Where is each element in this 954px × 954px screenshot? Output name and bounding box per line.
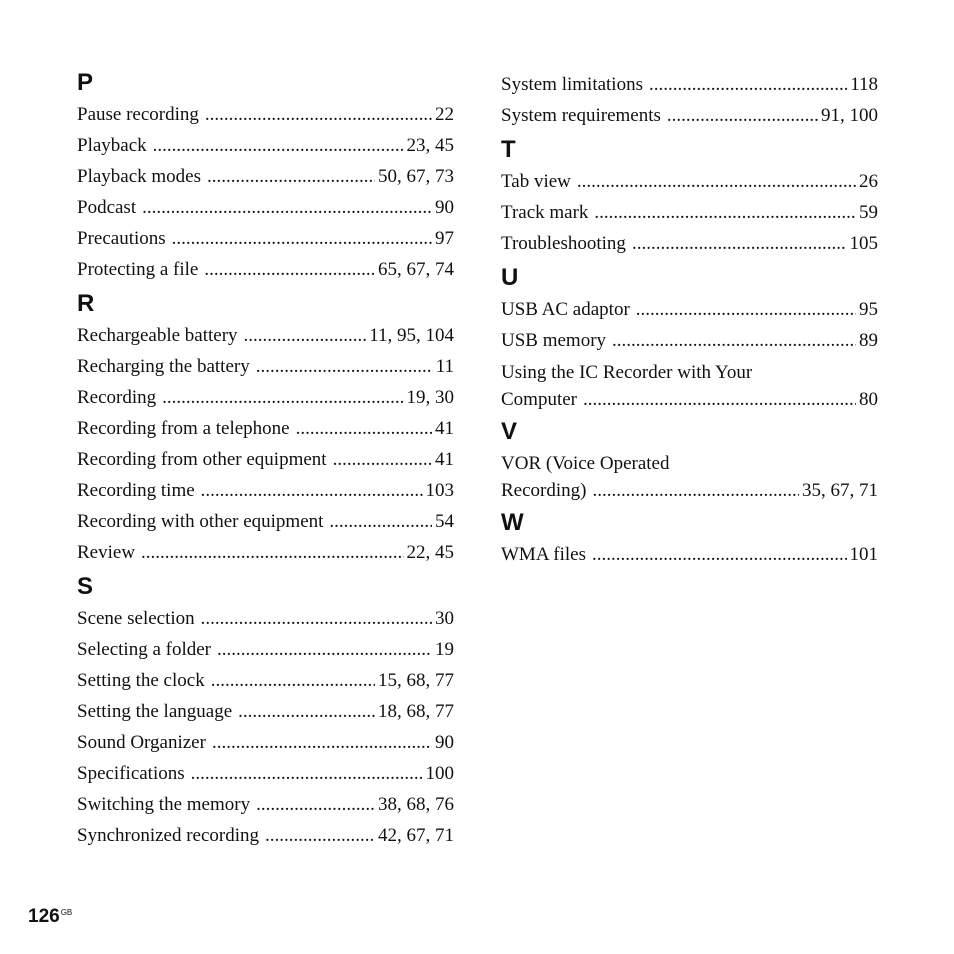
entry-pages: 100 — [425, 763, 454, 784]
entry-pages: 105 — [849, 233, 878, 254]
section-letter: P — [77, 69, 94, 96]
entry-pages: 18, 68, 77 — [378, 701, 454, 722]
dot-leader — [256, 351, 433, 382]
dot-leader — [142, 192, 432, 223]
entry-pages: 30 — [435, 608, 454, 629]
dot-leader — [256, 789, 375, 820]
index-entry — [77, 820, 454, 851]
dot-leader — [162, 382, 403, 413]
index-section-v — [501, 417, 878, 504]
index-entry — [77, 696, 454, 727]
entry-term: Pause recording — [77, 104, 199, 125]
dot-leader — [238, 696, 375, 727]
entry-pages: 42, 67, 71 — [378, 825, 454, 846]
entry-term-line1: VOR (Voice Operated — [501, 453, 670, 474]
index-entry — [501, 325, 878, 356]
entry-pages: 54 — [435, 511, 454, 532]
entry-pages: 90 — [435, 732, 454, 753]
index-entry — [77, 758, 454, 789]
entry-term: Synchronized recording — [77, 825, 260, 846]
index-entry — [77, 603, 454, 634]
dot-leader — [211, 665, 375, 696]
index-entry — [77, 727, 454, 758]
index-entry-multiline — [501, 450, 878, 504]
index-section-s-continued — [501, 69, 878, 131]
dot-leader — [636, 294, 856, 325]
entry-term: Podcast — [77, 197, 137, 218]
entry-term: Recharging the battery — [77, 356, 250, 377]
index-entry — [77, 413, 454, 444]
dot-leader — [583, 386, 856, 413]
region-code: GB — [60, 908, 73, 917]
dot-leader — [592, 477, 799, 504]
entry-term: USB memory — [501, 330, 607, 351]
entry-term: WMA files — [501, 544, 586, 565]
entry-pages: 118 — [850, 74, 878, 95]
entry-pages: 101 — [849, 544, 878, 565]
page-number — [28, 906, 72, 928]
entry-pages: 19 — [435, 639, 454, 660]
dot-leader — [329, 506, 432, 537]
section-letter: U — [501, 264, 519, 291]
index-entry — [501, 69, 878, 100]
entry-pages: 41 — [435, 418, 454, 439]
section-letter: R — [77, 290, 95, 317]
dot-leader — [217, 634, 432, 665]
index-entry — [501, 539, 878, 570]
dot-leader — [592, 539, 847, 570]
section-letter: S — [77, 573, 94, 600]
section-letter: T — [501, 136, 516, 163]
entry-term: System requirements — [501, 105, 661, 126]
entry-pages: 95 — [859, 299, 878, 320]
dot-leader — [201, 603, 432, 634]
entry-term: Precautions — [77, 228, 166, 249]
index-entry — [501, 294, 878, 325]
dot-leader — [201, 475, 423, 506]
dot-leader — [204, 254, 375, 285]
entry-pages: 65, 67, 74 — [378, 259, 454, 280]
index-section-w — [501, 508, 878, 570]
index-entry — [77, 161, 454, 192]
dot-leader — [212, 727, 432, 758]
dot-leader — [594, 197, 856, 228]
index-entry — [77, 537, 454, 568]
dot-leader — [207, 161, 375, 192]
index-section-p — [77, 68, 454, 285]
entry-term: Recording — [77, 387, 157, 408]
entry-pages: 89 — [859, 330, 878, 351]
dot-leader — [649, 69, 847, 100]
index-section-t — [501, 135, 878, 259]
dot-leader — [296, 413, 432, 444]
entry-pages: 11, 95, 104 — [369, 325, 454, 346]
entry-term: Recording from other equipment — [77, 449, 327, 470]
entry-term: Setting the language — [77, 701, 233, 722]
dot-leader — [244, 320, 367, 351]
index-section-s — [77, 572, 454, 851]
entry-term: Playback — [77, 135, 147, 156]
entry-term-line2: Computer — [501, 389, 577, 410]
entry-term: Specifications — [77, 763, 185, 784]
entry-pages: 38, 68, 76 — [378, 794, 454, 815]
entry-term: Selecting a folder — [77, 639, 212, 660]
dot-leader — [172, 223, 432, 254]
index-entry-multiline — [501, 359, 878, 413]
entry-pages: 22 — [435, 104, 454, 125]
entry-term: Scene selection — [77, 608, 195, 629]
entry-pages: 11 — [435, 356, 454, 377]
index-entry — [77, 506, 454, 537]
entry-term: Recording time — [77, 480, 195, 501]
entry-term: Recording with other equipment — [77, 511, 324, 532]
entry-pages: 103 — [425, 480, 454, 501]
dot-leader — [205, 99, 432, 130]
index-entry — [77, 320, 454, 351]
index-entry — [77, 192, 454, 223]
entry-pages: 41 — [435, 449, 454, 470]
entry-pages: 19, 30 — [406, 387, 454, 408]
index-entry — [77, 382, 454, 413]
entry-pages: 91, 100 — [821, 105, 878, 126]
entry-pages: 26 — [859, 171, 878, 192]
entry-term: USB AC adaptor — [501, 299, 630, 320]
entry-term: Tab view — [501, 171, 571, 192]
index-entry — [501, 228, 878, 259]
entry-term: System limitations — [501, 74, 643, 95]
section-letter: V — [501, 418, 518, 445]
index-entry — [77, 223, 454, 254]
section-letter: W — [501, 509, 524, 536]
index-entry — [77, 475, 454, 506]
entry-term: Recording from a telephone — [77, 418, 290, 439]
entry-term-line1: Using the IC Recorder with Your — [501, 362, 753, 383]
dot-leader — [667, 100, 818, 131]
entry-term: Switching the memory — [77, 794, 251, 815]
entry-term: Troubleshooting — [501, 233, 626, 254]
index-entry — [77, 130, 454, 161]
entry-pages: 80 — [859, 389, 878, 410]
index-entry — [77, 665, 454, 696]
index-entry — [77, 789, 454, 820]
index-section-r — [77, 289, 454, 568]
entry-pages: 50, 67, 73 — [378, 166, 454, 187]
dot-leader — [191, 758, 423, 789]
index-entry — [501, 166, 878, 197]
entry-term-line2: Recording) — [501, 480, 587, 501]
entry-term: Review — [77, 542, 136, 563]
index-entry — [77, 634, 454, 665]
index-entry — [501, 100, 878, 131]
entry-term: Sound Organizer — [77, 732, 206, 753]
entry-term: Setting the clock — [77, 670, 205, 691]
entry-pages: 35, 67, 71 — [802, 480, 878, 501]
dot-leader — [333, 444, 432, 475]
index-column-right — [501, 69, 878, 574]
entry-pages: 23, 45 — [406, 135, 454, 156]
dot-leader — [632, 228, 847, 259]
index-entry — [77, 99, 454, 130]
entry-pages: 15, 68, 77 — [378, 670, 454, 691]
index-entry — [77, 254, 454, 285]
entry-term: Rechargeable battery — [77, 325, 238, 346]
index-entry — [77, 351, 454, 382]
page-number-value: 126 — [28, 906, 60, 927]
dot-leader — [153, 130, 404, 161]
entry-term: Playback modes — [77, 166, 202, 187]
index-column-left — [77, 68, 454, 855]
entry-pages: 22, 45 — [406, 542, 454, 563]
entry-pages: 97 — [435, 228, 454, 249]
entry-pages: 90 — [435, 197, 454, 218]
index-section-u — [501, 263, 878, 413]
entry-term: Track mark — [501, 202, 589, 223]
dot-leader — [577, 166, 856, 197]
entry-pages: 59 — [859, 202, 878, 223]
index-entry — [501, 197, 878, 228]
index-entry — [77, 444, 454, 475]
dot-leader — [265, 820, 375, 851]
dot-leader — [612, 325, 856, 356]
dot-leader — [141, 537, 403, 568]
entry-term: Protecting a file — [77, 259, 199, 280]
